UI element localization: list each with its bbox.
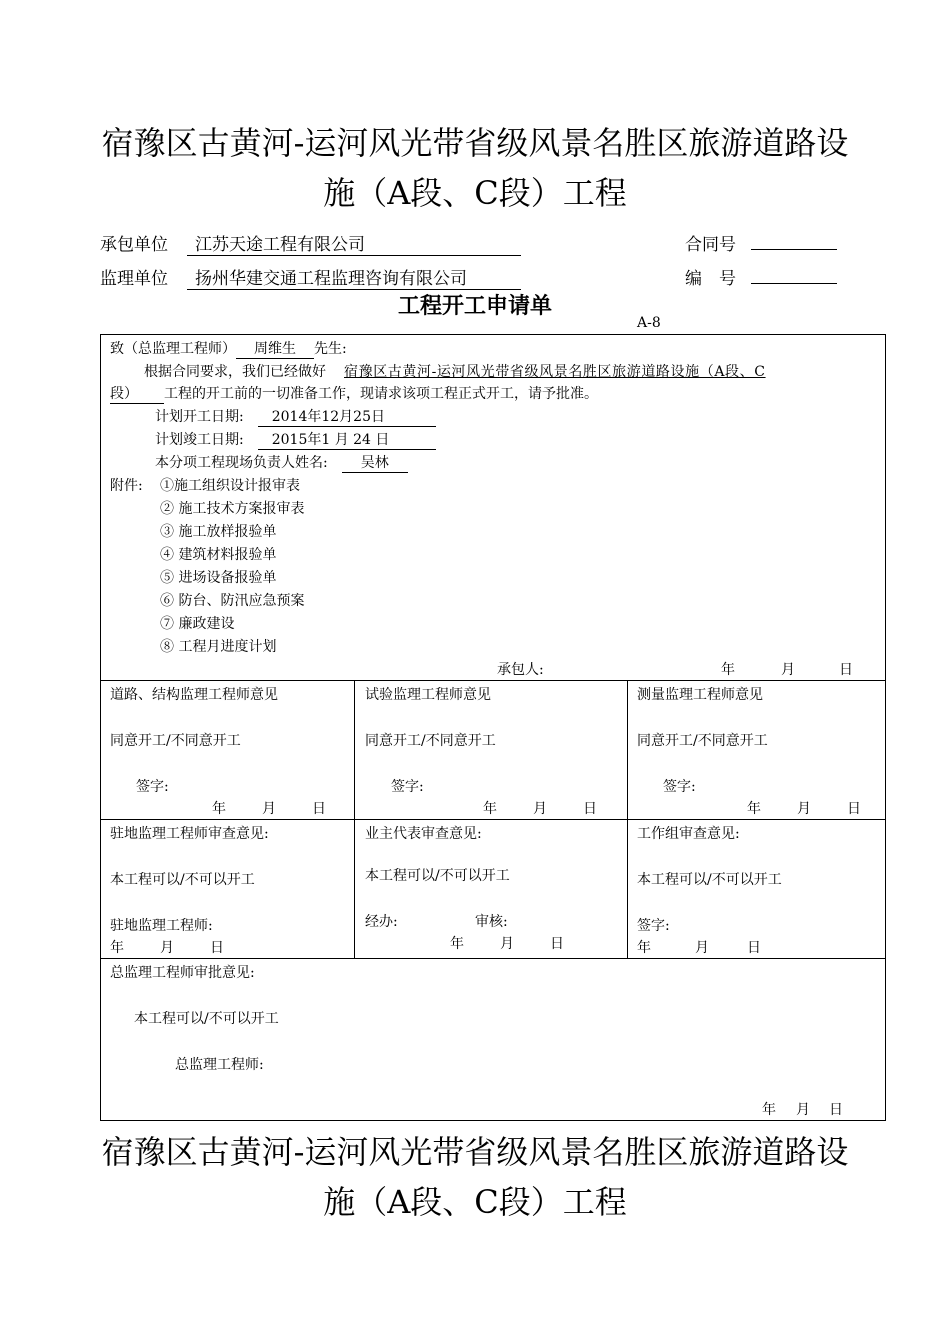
test-opinion-choice: 同意开工/不同意开工: [365, 733, 496, 749]
survey-opinion-title: 测量监理工程师意见: [637, 687, 763, 703]
form-code: A-8: [637, 315, 661, 331]
project-title-repeat-line2: 施（A段、C段）工程: [323, 1183, 627, 1221]
attachment-2: ② 施工技术方案报审表: [160, 501, 305, 517]
attachment-7: ⑦ 廉政建设: [160, 616, 235, 632]
road-structure-date-year: 年: [212, 801, 226, 817]
contractor-value: 江苏天途工程有限公司: [195, 235, 365, 255]
col-divider-2: [627, 680, 628, 958]
workgroup-sign: 签字:: [637, 918, 670, 934]
supervisor-value-field: [187, 264, 521, 290]
serial-blank: [751, 283, 837, 284]
survey-date-day: 日: [847, 801, 861, 817]
attachment-6: ⑥ 防台、防汛应急预案: [160, 593, 305, 609]
test-date-month: 月: [533, 801, 547, 817]
to-suffix: 先生:: [314, 341, 347, 357]
project-name-part1: 宿豫区古黄河-运河风光带省级风景名胜区旅游道路设施（A段、C: [344, 364, 766, 380]
owner-date-day: 日: [550, 936, 564, 952]
supervisor-label: 监理单位: [100, 269, 168, 289]
road-structure-sign: 签字:: [136, 779, 169, 795]
survey-sign: 签字:: [663, 779, 696, 795]
resident-date-month: 月: [160, 940, 174, 956]
row-divider-3: [100, 958, 886, 959]
owner-opinion-choice: 本工程可以/不可以开工: [365, 868, 510, 884]
chief-date-year: 年: [762, 1102, 776, 1118]
project-title-repeat-line1: 宿豫区古黄河-运河风光带省级风景名胜区旅游道路设: [101, 1133, 849, 1171]
test-opinion-title: 试验监理工程师意见: [365, 687, 491, 703]
attachment-8: ⑧ 工程月进度计划: [160, 639, 277, 655]
test-sign: 签字:: [391, 779, 424, 795]
body-suffix: 工程的开工前的一切准备工作，现请求该项工程正式开工，请予批准。: [164, 386, 598, 402]
chief-sign: 总监理工程师:: [175, 1057, 264, 1073]
resident-opinion-choice: 本工程可以/不可以开工: [110, 872, 255, 888]
supervisor-value: 扬州华建交通工程监理咨询有限公司: [195, 269, 467, 289]
owner-date-month: 月: [500, 936, 514, 952]
to-prefix: 致（总监理工程师）: [110, 341, 236, 357]
plan-start-value: 2014年12月25日: [258, 406, 436, 427]
project-title-line1: 宿豫区古黄河-运河风光带省级风景名胜区旅游道路设: [101, 124, 849, 162]
resident-date-day: 日: [210, 940, 224, 956]
attachment-1: ①施工组织设计报审表: [160, 478, 300, 494]
plan-start-line: [155, 406, 436, 427]
owner-date-year: 年: [450, 936, 464, 952]
road-structure-date-day: 日: [312, 801, 326, 817]
attachment-5: ⑤ 进场设备报验单: [160, 570, 277, 586]
request-date-month: 月: [781, 662, 795, 678]
contractor-value-field: [187, 230, 521, 256]
workgroup-date-year: 年: [637, 940, 651, 956]
test-date-day: 日: [583, 801, 597, 817]
survey-opinion-choice: 同意开工/不同意开工: [637, 733, 768, 749]
survey-date-month: 月: [797, 801, 811, 817]
col-divider-1: [354, 680, 355, 958]
request-date-year: 年: [721, 662, 735, 678]
chief-opinion-title: 总监理工程师审批意见:: [110, 965, 255, 981]
attachment-4: ④ 建筑材料报验单: [160, 547, 277, 563]
workgroup-date-month: 月: [695, 940, 709, 956]
test-date-year: 年: [483, 801, 497, 817]
site-manager-value: 吴林: [342, 452, 408, 473]
plan-end-value: 2015年1 月 24 日: [258, 429, 436, 450]
contract-no-blank: [751, 249, 837, 250]
chief-opinion-choice: 本工程可以/不可以开工: [134, 1011, 279, 1027]
plan-end-label: 计划竣工日期:: [155, 432, 244, 448]
form-title: 工程开工申请单: [397, 294, 552, 319]
chief-date-day: 日: [829, 1102, 843, 1118]
contract-no-label: 合同号: [685, 235, 736, 255]
workgroup-opinion-choice: 本工程可以/不可以开工: [637, 872, 782, 888]
survey-date-year: 年: [747, 801, 761, 817]
contractor-sign: 承包人:: [497, 662, 544, 678]
request-date-day: 日: [839, 662, 853, 678]
engineer-name: 周维生: [236, 338, 314, 359]
site-manager-label: 本分项工程现场负责人姓名:: [155, 455, 328, 471]
contractor-label: 承包单位: [100, 235, 168, 255]
resident-sign: 驻地监理工程师:: [110, 918, 213, 934]
project-name-part2: 段）: [110, 383, 164, 404]
road-structure-date-month: 月: [262, 801, 276, 817]
road-structure-opinion-choice: 同意开工/不同意开工: [110, 733, 241, 749]
plan-end-line: [155, 429, 436, 450]
site-manager-line: [155, 452, 408, 473]
resident-opinion-title: 驻地监理工程师审查意见:: [110, 826, 269, 842]
row-divider-2: [100, 819, 886, 820]
body-line-1: [144, 361, 766, 381]
row-divider-1: [100, 680, 886, 681]
owner-handler-sign: 经办:: [365, 914, 398, 930]
resident-date-year: 年: [110, 940, 124, 956]
to-line: [110, 338, 347, 359]
workgroup-date-day: 日: [747, 940, 761, 956]
attachment-3: ③ 施工放样报验单: [160, 524, 277, 540]
owner-opinion-title: 业主代表审查意见:: [365, 826, 482, 842]
body-line-2: [110, 383, 598, 404]
road-structure-opinion-title: 道路、结构监理工程师意见: [110, 687, 278, 703]
body-prefix: 根据合同要求，我们已经做好: [144, 364, 326, 380]
attachments-label: 附件:: [110, 478, 143, 494]
owner-reviewer-sign: 审核:: [475, 914, 508, 930]
chief-date-month: 月: [796, 1102, 810, 1118]
serial-label: 编 号: [685, 269, 736, 289]
project-title-line2: 施（A段、C段）工程: [323, 174, 627, 212]
plan-start-label: 计划开工日期:: [155, 409, 244, 425]
workgroup-opinion-title: 工作组审查意见:: [637, 826, 740, 842]
